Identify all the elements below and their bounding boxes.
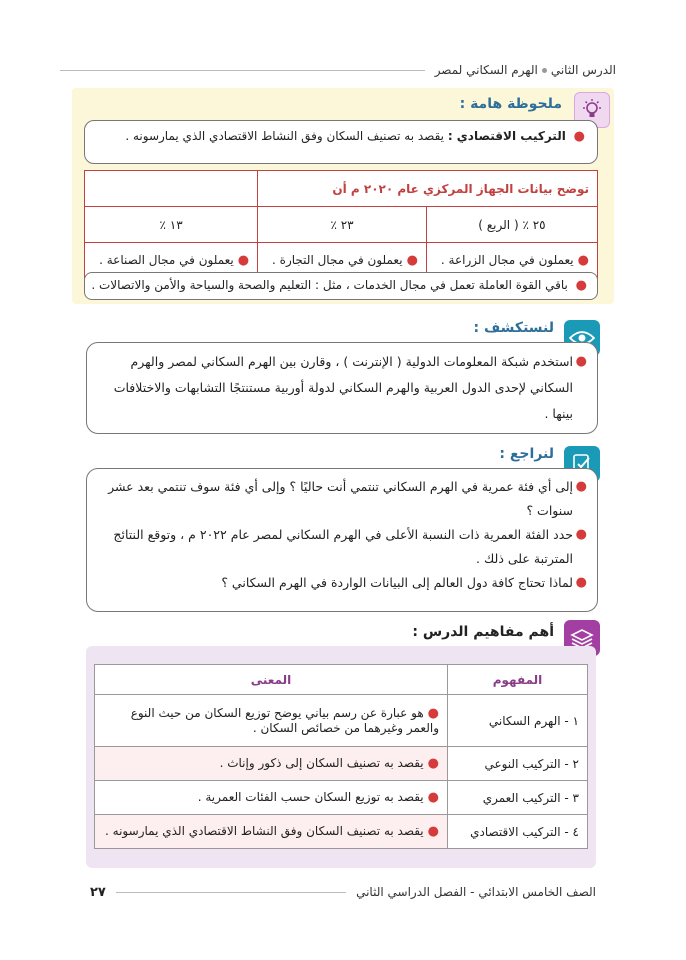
note-title: ملحوظة هامة : <box>459 96 562 112</box>
services-box <box>84 272 598 300</box>
page-header <box>60 58 616 82</box>
bullet-icon: ● <box>427 790 439 805</box>
review-text-3: لماذا تحتاج كافة دول العالم إلى البيانات الواردة في الهرم السكاني ؟ <box>221 575 573 590</box>
note-term: التركيب الاقتصادي : <box>447 129 566 143</box>
concept-meaning-text: يقصد به توزيع السكان حسب الفئات العمرية . <box>197 790 424 804</box>
header-divider <box>60 70 425 71</box>
explore-item <box>101 349 587 427</box>
bullet-icon: ● <box>406 253 418 268</box>
note-section <box>72 88 614 304</box>
concept-meaning <box>95 781 448 815</box>
concepts-section <box>86 646 596 868</box>
bullet-icon: ● <box>575 354 587 369</box>
concepts-col-term: المفهوم <box>448 665 588 695</box>
explore-panel <box>86 342 598 434</box>
concept-term: ٢ - التركيب النوعي <box>448 747 588 781</box>
concepts-table <box>94 664 588 849</box>
stats-label-text: يعملون في مجال الزراعة . <box>440 253 574 267</box>
page-number: ٢٧ <box>90 884 106 900</box>
review-text-2: حدد الفئة العمرية ذات النسبة الأعلى في الهرم السكاني لمصر عام ٢٠٢٢ م ، وتوقع النتائج المترتبة على ذلك . <box>113 527 573 566</box>
review-text-1: إلى أي فئة عمرية في الهرم السكاني تنتمي أنت حاليًا ؟ وإلى أي فئة سوف تنتمي بعد عشر سنوات ؟ <box>108 479 573 518</box>
stats-table <box>84 170 598 279</box>
bullet-icon: ● <box>575 527 587 542</box>
footer-divider <box>116 892 346 893</box>
concept-meaning <box>95 695 448 747</box>
table-row <box>95 815 588 849</box>
bullet-icon: ● <box>575 479 587 494</box>
note-definition: يقصد به تصنيف السكان وفق النشاط الاقتصادي الذي يمارسونه . <box>125 129 444 143</box>
footer-text: الصف الخامس الابتدائي - الفصل الدراسي الثاني <box>356 885 596 899</box>
concept-term: ٣ - التركيب العمري <box>448 781 588 815</box>
bullet-icon: ● <box>575 278 587 293</box>
stats-label-text: يعملون في مجال الصناعة . <box>99 253 234 267</box>
bullet-icon: ● <box>575 575 587 590</box>
bullet-icon: ● <box>577 253 589 268</box>
bullet-icon: ● <box>427 706 439 721</box>
explore-title: لنستكشف : <box>473 320 554 336</box>
header-title: الهرم السكاني لمصر <box>434 63 538 77</box>
concept-meaning <box>95 747 448 781</box>
review-item-2 <box>101 523 587 571</box>
stats-value-trade: ٢٣ ٪ <box>258 207 427 243</box>
concept-meaning-text: هو عبارة عن رسم بياني يوضح توزيع السكان من حيث النوع والعمر وغيرهما من خصائص السكان . <box>130 706 439 735</box>
header-dot <box>542 68 547 73</box>
stats-value-industry: ١٣ ٪ <box>85 207 258 243</box>
stats-value-agriculture: ٢٥ ٪ ( الربع ) <box>426 207 597 243</box>
review-item-3 <box>101 571 587 595</box>
stats-heading: توضح بيانات الجهاز المركزي عام ٢٠٢٠ م أن <box>258 171 598 207</box>
table-row <box>95 695 588 747</box>
table-row <box>95 781 588 815</box>
concepts-col-meaning: المعنى <box>95 665 448 695</box>
concept-term: ٤ - التركيب الاقتصادي <box>448 815 588 849</box>
concepts-title: أهم مفاهيم الدرس : <box>412 624 554 640</box>
review-panel <box>86 468 598 612</box>
table-row <box>95 747 588 781</box>
stats-label-text: يعملون في مجال التجارة . <box>272 253 403 267</box>
concept-meaning-text: يقصد به تصنيف السكان إلى ذكور وإناث . <box>219 756 424 770</box>
concept-meaning <box>95 815 448 849</box>
explore-text: استخدم شبكة المعلومات الدولية ( الإنترنت ) ، وقارن بين الهرم السكاني لمصر والهرم السكاني لإحدى الدول العربية والهرم السكاني لدولة أوربية مستنتجًا التشابهات والاختلافات بينها . <box>113 354 573 421</box>
bullet-icon: ● <box>427 824 439 839</box>
concept-meaning-text: يقصد به تصنيف السكان وفق النشاط الاقتصادي الذي يمارسونه . <box>105 824 424 838</box>
note-box <box>84 120 598 164</box>
services-text: باقي القوة العاملة تعمل في مجال الخدمات ، مثل : التعليم والصحة والسياحة والأمن والاتصالات . <box>91 278 568 292</box>
bullet-icon: ● <box>237 253 250 268</box>
bullet-icon: ● <box>573 129 585 144</box>
stats-empty-cell <box>85 171 258 207</box>
concepts-header-row <box>95 665 588 695</box>
bullet-icon: ● <box>427 756 439 771</box>
review-item-1 <box>101 475 587 523</box>
review-title: لنراجع : <box>499 446 554 462</box>
page-footer <box>90 880 596 904</box>
concept-term: ١ - الهرم السكاني <box>448 695 588 747</box>
header-lesson: الدرس الثاني <box>550 63 616 77</box>
